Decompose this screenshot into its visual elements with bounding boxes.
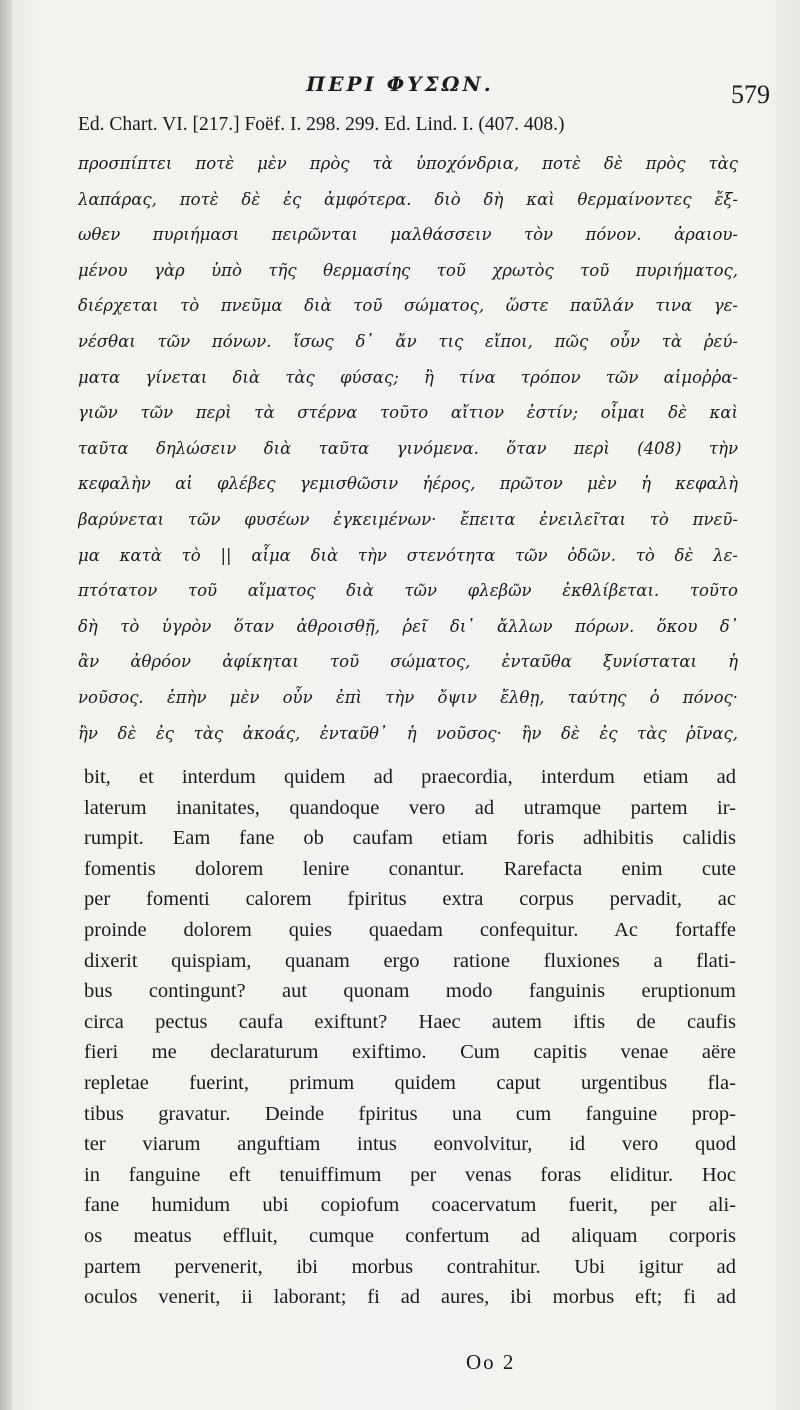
latin-line: fane humidum ubi copiofum coacervatum fuerit, per ali-: [84, 1194, 736, 1217]
greek-line: νοῦσος. ἐπὴν μὲν οὖν ἐπὶ τὴν ὄψιν ἔλθῃ, ταύτης ὁ πόνος·: [78, 687, 738, 707]
latin-line: fomentis dolorem lenire conantur. Rarefacta enim cute: [84, 857, 736, 880]
latin-line: ter viarum anguftiam intus eonvolvitur, id vero quod: [84, 1133, 736, 1156]
greek-line: δὴ τὸ ὑγρὸν ὅταν ἀθροισθῇ, ῥεῖ δι᾽ ἄλλων πόρων. ὅκου δ᾽: [78, 616, 738, 636]
edition-reference-line: Ed. Chart. VI. [217.] Foëf. I. 298. 299. Ed. Lind. I. (407. 408.): [78, 114, 565, 135]
latin-line: partem pervenerit, ibi morbus contrahitur. Ubi igitur ad: [84, 1255, 736, 1278]
latin-line: circa pectus caufa exiftunt? Haec autem iftis de caufis: [84, 1010, 736, 1033]
latin-line: os meatus effluit, cumque confertum ad aliquam corporis: [84, 1224, 736, 1247]
latin-line: tibus gravatur. Deinde fpiritus una cum fanguine prop-: [84, 1102, 736, 1125]
greek-line: λαπάρας, ποτὲ δὲ ἐς ἀμφότερα. διὸ δὴ καὶ θερμαίνοντες ἔξ-: [78, 189, 738, 209]
latin-line: repletae fuerint, primum quidem caput urgentibus fla-: [84, 1071, 736, 1094]
latin-line: per fomenti calorem fpiritus extra corpus pervadit, ac: [84, 888, 736, 911]
latin-line: bit, et interdum quidem ad praecordia, interdum etiam ad: [84, 766, 736, 788]
greek-line: προσπίπτει ποτὲ μὲν πρὸς τὰ ὑποχόνδρια, ποτὲ δὲ πρὸς τὰς: [78, 154, 738, 173]
greek-line: διέρχεται τὸ πνεῦμα διὰ τοῦ σώματος, ὥστε παῦλάν τινα γε-: [78, 296, 738, 316]
greek-line: ωθεν πυριήμασι πειρῶνται μαλθάσσειν τὸν πόνον. ἀραιου-: [78, 225, 738, 245]
greek-text-block: [78, 146, 738, 751]
page-spine-shadow: [0, 0, 12, 1410]
latin-text-block: [84, 762, 736, 1313]
page-number: 579: [731, 80, 770, 109]
latin-line: in fanguine eft tenuiffimum per venas foras eliditur. Hoc: [84, 1163, 736, 1186]
latin-line: proinde dolorem quies quaedam confequitur. Ac fortaffe: [84, 918, 736, 941]
greek-line: πτότατον τοῦ αἵματος διὰ τῶν φλεβῶν ἐκθλίβεται. τοῦτο: [78, 581, 738, 601]
greek-line: ἂν ἀθρόον ἀφίκηται τοῦ σώματος, ἐνταῦθα ξυνίσταται ἡ: [78, 652, 738, 672]
greek-line: ταῦτα δηλώσειν διὰ ταῦτα γινόμενα. ὅταν περὶ (408) τὴν: [78, 438, 738, 458]
latin-line: dixerit quispiam, quanam ergo ratione fluxiones a flati-: [84, 949, 736, 972]
latin-line: oculos venerit, ii laborant; fi ad aures, ibi morbus eft; fi ad: [84, 1286, 736, 1309]
greek-line: μα κατὰ τὸ || αἷμα διὰ τὴν στενότητα τῶν ὁδῶν. τὸ δὲ λε-: [78, 545, 738, 565]
latin-line: bus contingunt? aut quonam modo fanguinis eruptionum: [84, 980, 736, 1003]
greek-line: κεφαλὴν αἱ φλέβες γεμισθῶσιν ἠέρος, πρῶτον μὲν ἡ κεφαλὴ: [78, 474, 738, 494]
greek-line: μένου γὰρ ὑπὸ τῆς θερμασίης τοῦ χρωτὸς τοῦ πυριήματος,: [78, 260, 738, 280]
latin-line: laterum inanitates, quandoque vero ad utramque partem ir-: [84, 796, 736, 819]
greek-line: νέσθαι τῶν πόνων. ἴσως δ᾽ ἄν τις εἴποι, πῶς οὖν τὰ ῥεύ-: [78, 331, 738, 351]
greek-line: ἢν δὲ ἐς τὰς ἀκοάς, ἐνταῦθ᾽ ἡ νοῦσος· ἢν δὲ ἐς τὰς ῥῖνας,: [78, 723, 738, 743]
signature-mark: Oo 2: [466, 1350, 516, 1374]
running-title: ΠΕΡΙ ΦΥΣΩΝ.: [306, 72, 494, 96]
greek-line: ματα γίνεται διὰ τὰς φύσας; ἢ τίνα τρόπον τῶν αἱμοῤῥα-: [78, 367, 738, 387]
greek-line: βαρύνεται τῶν φυσέων ἐγκειμένων· ἔπειτα ἐνειλεῖται τὸ πνεῦ-: [78, 509, 738, 529]
latin-line: rumpit. Eam fane ob caufam etiam foris adhibitis calidis: [84, 827, 736, 850]
latin-line: fieri me declaraturum exiftimo. Cum capitis venae aëre: [84, 1041, 736, 1064]
greek-line: γιῶν τῶν περὶ τὰ στέρνα τοῦτο αἴτιον ἐστίν; οἶμαι δὲ καὶ: [78, 403, 738, 423]
